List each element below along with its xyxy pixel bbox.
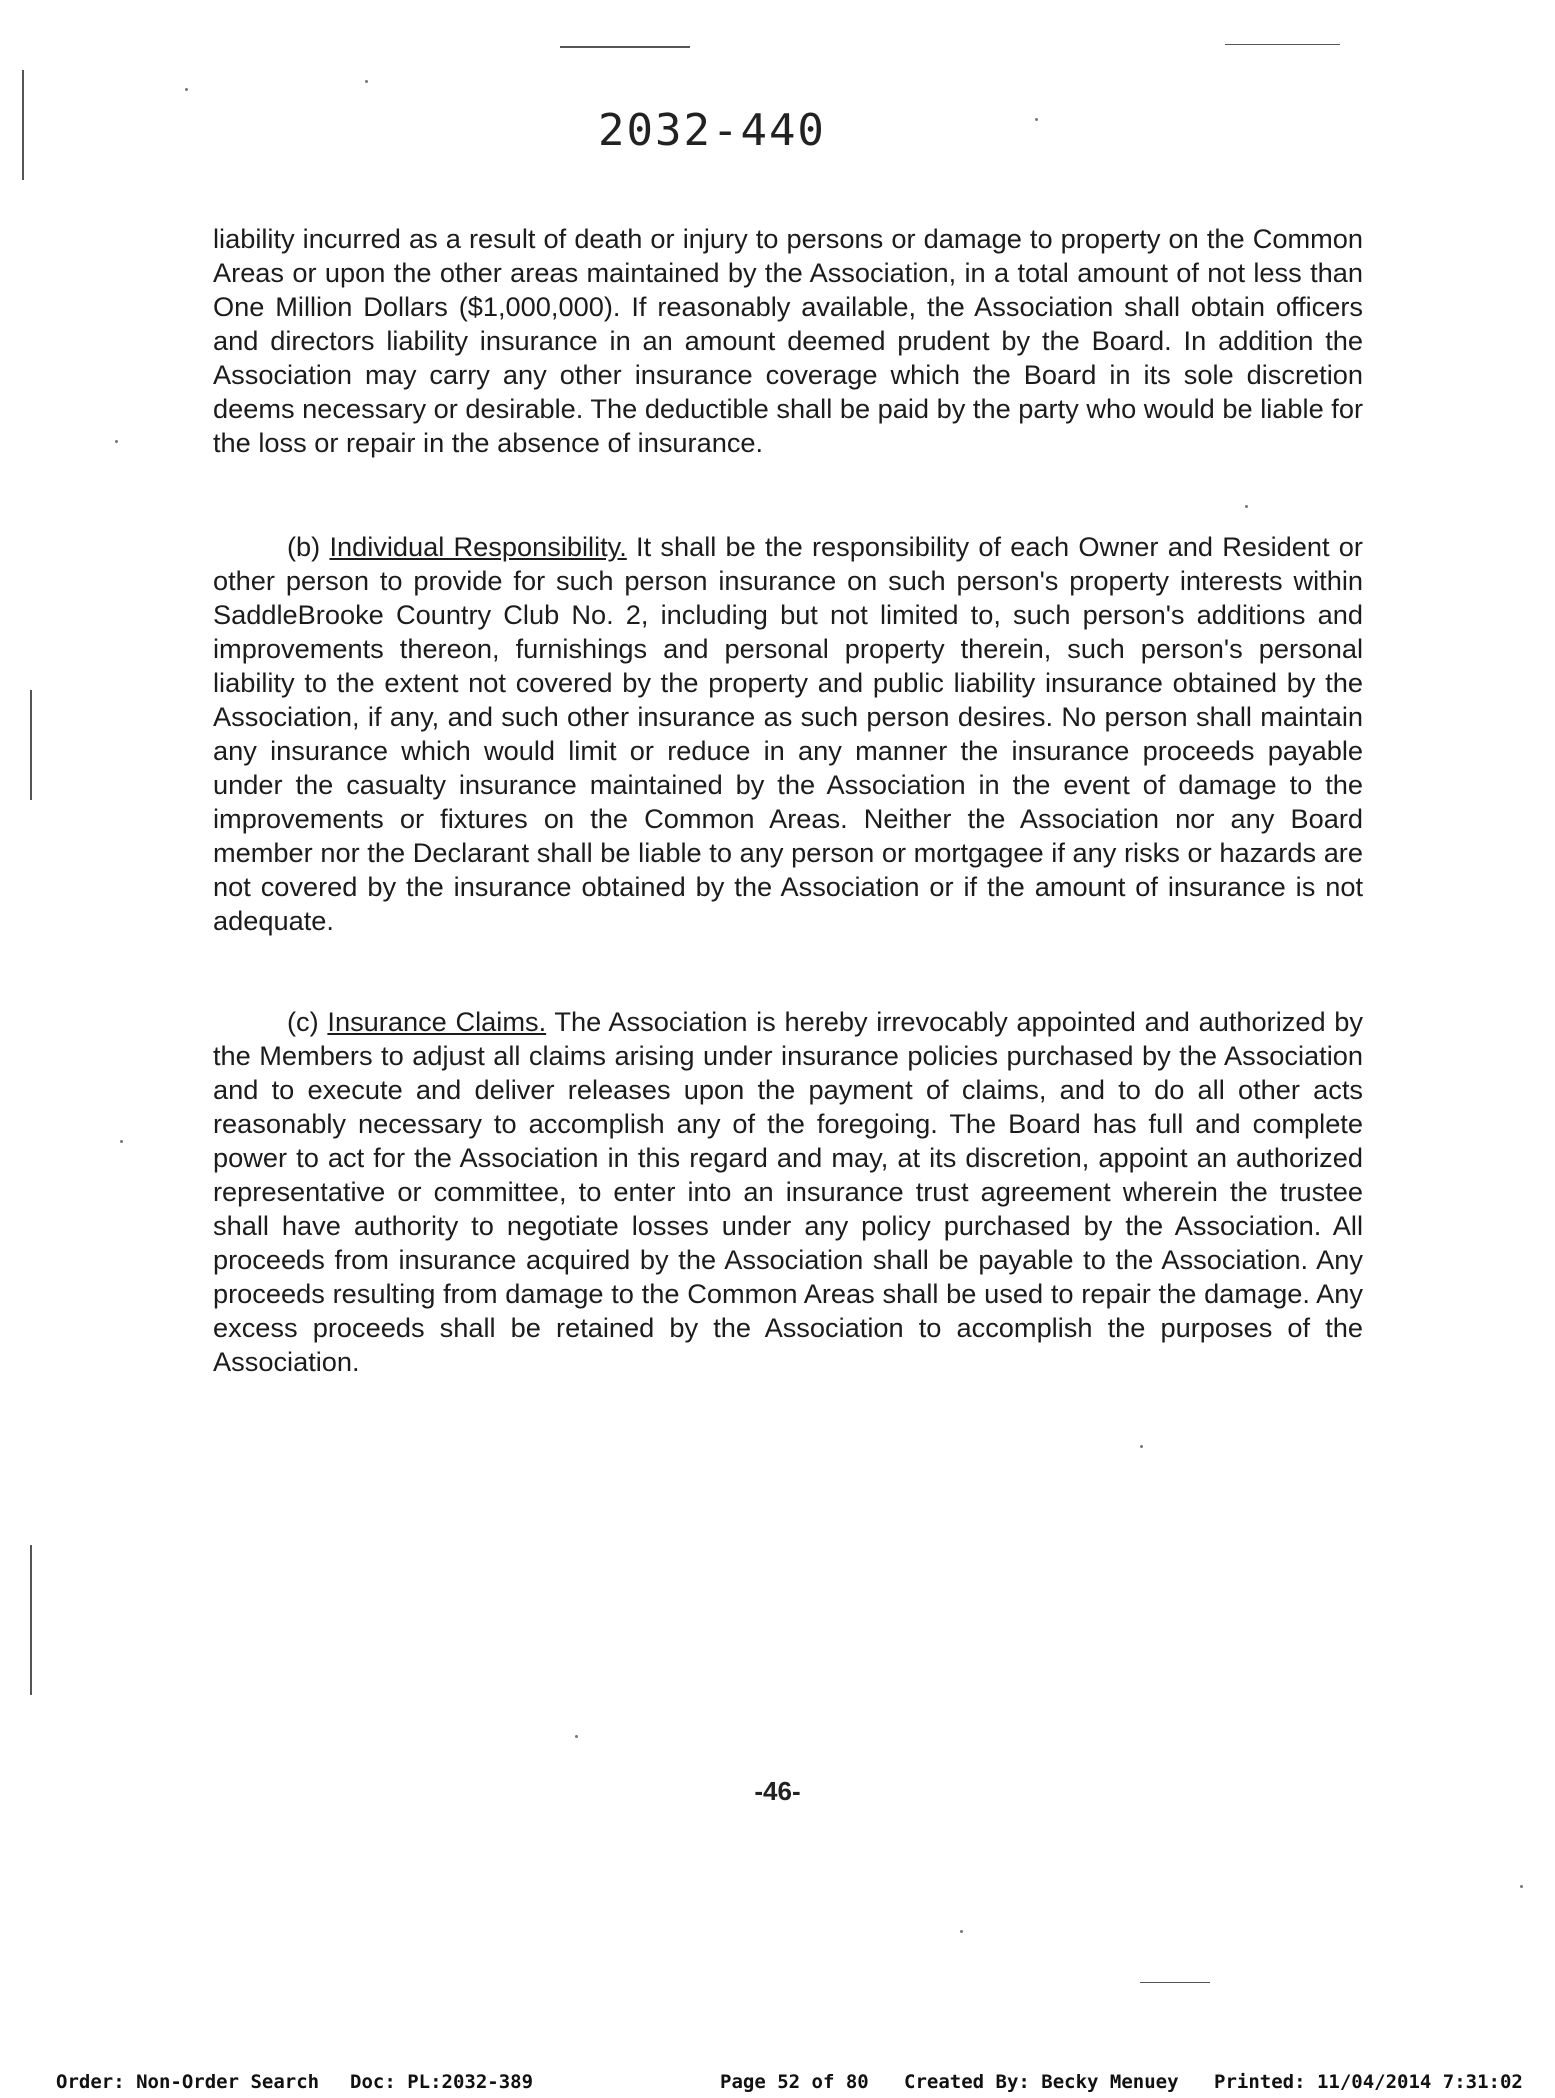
paragraph-liability-insurance	[213, 222, 1363, 460]
print-footer	[56, 2071, 1555, 2093]
scan-bottom-rule	[1140, 1982, 1210, 1983]
scan-edge-mark	[30, 1545, 32, 1695]
paragraph-text: liability incurred as a result of death or injury to persons or damage to property on the Common Areas or upon the other areas maintained by the Association, in a total amount of not less than One Million Dollars ($1,000,000). If reasonably available, the Association shall obtain officers and directors liability insurance in an amount deemed prudent by the Board. In addition the Association may carry any other insurance coverage which the Board in its sole discretion deems necessary or desirable. The deductible shall be paid by the party who would be liable for the loss or repair in the absence of insurance.	[213, 223, 1363, 458]
paragraph-insurance-claims	[213, 1005, 1363, 1379]
scan-speck	[1140, 1445, 1143, 1448]
scan-edge-mark	[30, 690, 32, 800]
scan-speck	[365, 80, 368, 83]
scan-speck	[185, 88, 188, 91]
paragraph-heading: Individual Responsibility.	[329, 531, 627, 562]
book-page-reference: 2032-440	[598, 105, 826, 156]
footer-printed: Printed: 11/04/2014 7:31:02	[1214, 2071, 1523, 2093]
footer-created-by: Created By: Becky Menuey	[904, 2071, 1179, 2093]
paragraph-heading: Insurance Claims.	[327, 1006, 547, 1037]
scan-top-rule	[1225, 44, 1340, 45]
scan-speck	[575, 1735, 578, 1738]
scan-speck	[1245, 505, 1248, 508]
paragraph-text: The Association is hereby irrevocably appointed and authorized by the Members to adjust all claims arising under insurance policies purchased by the Association and to execute and deliver releases upon the payment of claims, and to do all other acts reasonably necessary to accomplish any of the foregoing. The Board has full and complete power to act for the Association in this regard and may, at its discretion, appoint an authorized representative or committee, to enter into an insurance trust agreement wherein the trustee shall have authority to negotiate losses under any policy purchased by the Association. All proceeds from insurance acquired by the Association shall be payable to the Association. Any proceeds resulting from damage to the Common Areas shall be used to repair the damage. Any excess proceeds shall be retained by the Association to accomplish the purposes of the Association.	[213, 1006, 1364, 1377]
paragraph-label: (c)	[287, 1006, 319, 1037]
scan-speck	[1520, 1885, 1523, 1888]
footer-doc: Doc: PL:2032-389	[350, 2071, 534, 2093]
scan-speck	[120, 1140, 123, 1143]
scan-edge-mark	[22, 70, 24, 180]
scan-speck	[960, 1930, 963, 1933]
scan-top-rule	[560, 46, 690, 48]
footer-page: Page 52 of 80	[720, 2071, 869, 2093]
scan-speck	[115, 440, 118, 443]
footer-order: Order: Non-Order Search	[56, 2071, 320, 2093]
paragraph-label: (b)	[287, 531, 321, 562]
scan-speck	[1035, 118, 1038, 121]
page-number: -46-	[754, 1776, 801, 1806]
paragraph-individual-responsibility	[213, 530, 1363, 938]
paragraph-text: It shall be the responsibility of each Owner and Resident or other person to provide for such person insurance on such person's property interests within SaddleBrooke Country Club No. 2, including but not limited to, such person's additions and improvements thereon, furnishings and personal property therein, such person's personal liability to the extent not covered by the property and public liability insurance obtained by the Association, if any, and such other insurance as such person desires. No person shall maintain any insurance which would limit or reduce in any manner the insurance proceeds payable under the casualty insurance maintained by the Association in the event of damage to the improvements or fixtures on the Common Areas. Neither the Association nor any Board member nor the Declarant shall be liable to any person or mortgagee if any risks or hazards are not covered by the insurance obtained by the Association or if the amount of insurance is not adequate.	[213, 531, 1363, 936]
